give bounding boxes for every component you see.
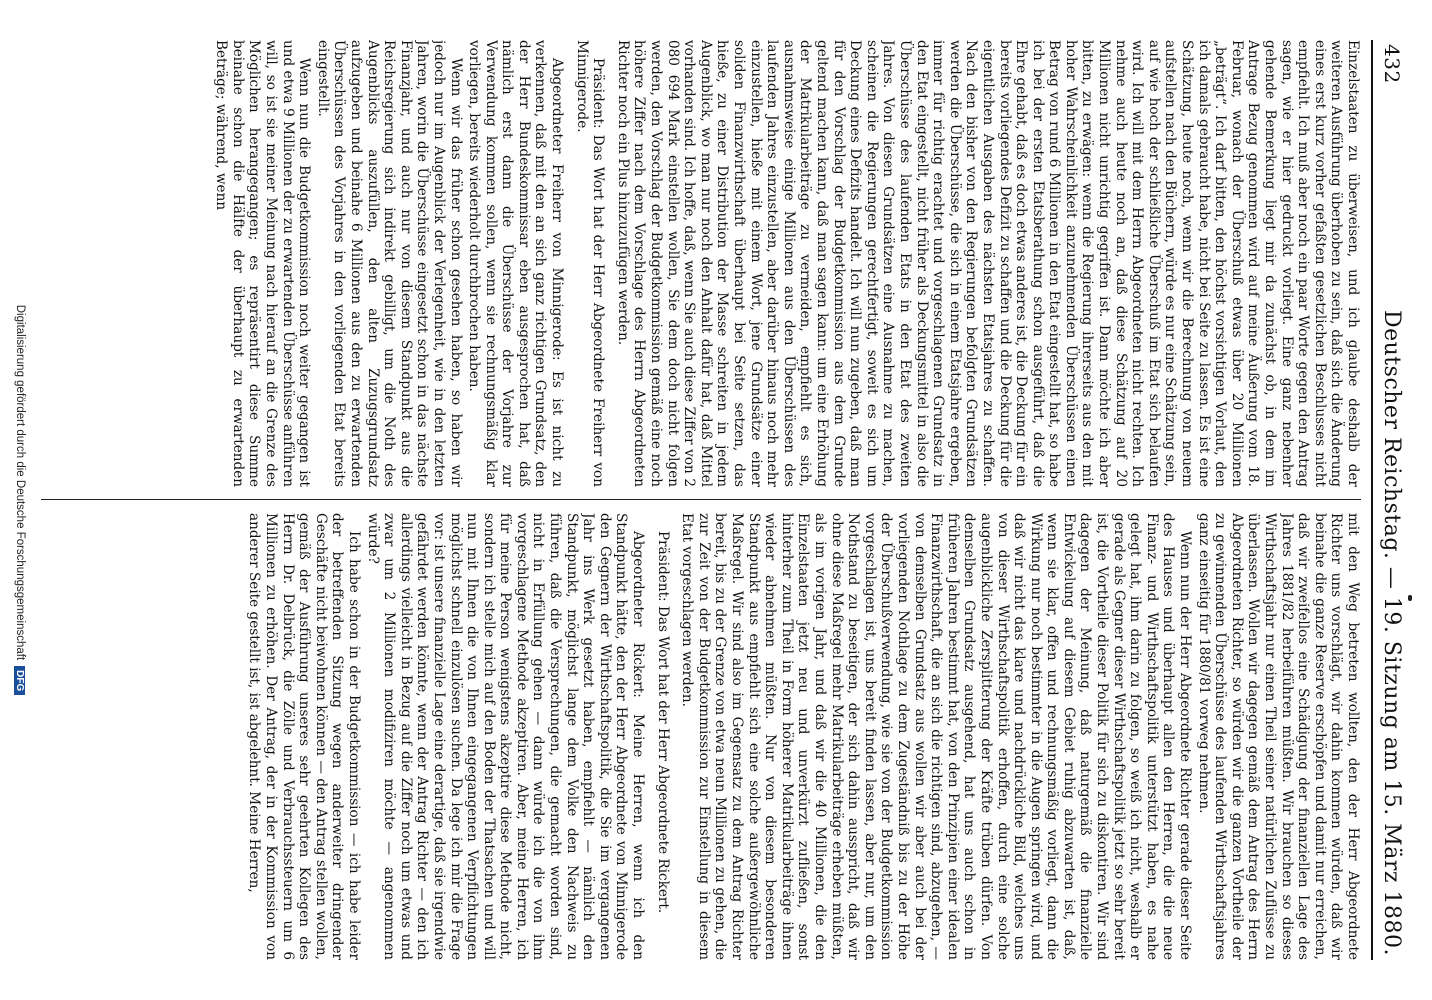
stamp-text: Digitalisierung gefördert durch die Deutsche Forschungsgemeinschaft — [14, 304, 26, 661]
paragraph: Wenn nun der Herr Abgeordnete Richter gerade dieser Seite des Hauses und überhaupt allen den Herren, die die neue Finanz- und Wirthschaftspolitik unterstützt haben, es nahe gelegt hat, ihm darin zu folgen, so weiß ich nicht, weshalb er gerade als Gegner dieser Wirthschaftspolitik jetzt so sehr bereit ist, die Vortheile dieser Politik für sich zu diskontiren. Wir sind dagegen der Meinung, daß naturgemäß die finanzielle Entwickelung auf diesem Gebiet ruhig abzuwarten ist, daß, wenn sie klar, offen und rechnungsmäßig vorliegt, dann die Wirkung nur noch bestimmter in die Augen springen wird, und daß wir nicht das klare und nachdrückliche Bild, welches uns von dieser Wirthschaftspolitik erhoffen, durch eine solche augenblickliche Zersplitterung der Kräfte trüben dürfen. Von demselben Grundsatz ausgehend, hat uns auch schon in früheren Jahren bestimmt hat, von den Prinzipien einer idealen Finanzwirthschaft, die an sich die richtigen sind, abzugehen, — von demselben Grundsatz aus wollen wir aber auch bei der vorliegenden Nothlage zu dem Zugeständniß bis zu der Höhe der Überschußverwendung, wie sie von der Budgetkommission vorgeschlagen ist, uns bereit finden lassen, aber nur, um den Nothstand zu beseitigen, der sich dahin ausspricht, daß wir ohne diese Maßregel mehr Matrikularbeiträge erheben müßten, als im vorigen Jahr, und daß wir die 40 Millionen, die den Einzelstaaten jetzt neu und unverkürzt zufließen, sonst hinterher zum Theil in Form höherer Matrikularbeiträge ihnen wieder abnehmen müßten. Nur von diesem besonderen Standpunkt aus empfiehlt sich eine solche außergewöhnliche Maßregel. Wir sind also im Gegensatz zu dem Antrag Richter bereit, bis zu der Grenze von etwa neun Millionen zu gehen, die zur Zeit von der Budgetkommission zur Einstellung in diesem Etat vorgeschlagen werden. — [679, 513, 1194, 960]
running-title: Deutscher Reichstag. — 19. Sitzung am 15. März 1880. — [1379, 309, 1404, 956]
page-number: 432 — [1380, 44, 1404, 84]
document-page — [14, 0, 1432, 1000]
digitization-stamp — [14, 0, 26, 1000]
right-column — [41, 513, 1361, 960]
paragraph: Ich habe schon in der Budgetkommission — ich habe leider der betreffenden Sitzung wegen anderweiter dringender Geschäfte nicht beiwohnen können — den Antrag stellen wollen, gemäß der Ausführung unseres sehr geehrten Kollegen des Herrn Dr. Delbrück, die Zölle und Verbrauchssteuern um 6 Millionen zu erhöhen. Der Antrag, der in der Kommission von anderer Seite gestellt ist, ist abgelehnt. Meine Herren, — [246, 513, 362, 960]
dfg-logo: DFG — [14, 666, 25, 695]
paragraph: Abgeordneter Freiherr von Minnigerode: Es ist nicht zu verkennen, daß mit den an sich ganz richtigen Grundsatz, den der Herr Bundeskommissar eben ausgesprochen hat, daß nämlich erst dann die Überschüsse der Vorjahre zur Verwendung kommen sollen, wenn sie rechnungsmäßig klar vorliegen, bereits wiederholt durchbrochen haben. — [466, 40, 566, 487]
paragraph: Abgeordneter Rickert: Meine Herren, wenn ich den Standpunkt hätte, den der Herr Abgeordnete von Minnigerode den Gegnern der Wirthschaftspolitik, die Sie im vergangenen Jahr ins Werk gesetzt haben, empfiehlt — nämlich den Standpunkt, möglichst lange dem Volke den Nachweis zu führen, daß die Versprechungen, die gemacht worden sind, nicht in Erfüllung gehen — dann würde ich die von ihm vorgeschlagene Methode akzeptiren. Aber, meine Herren, ich für meine Person wenigstens akzeptire diese Methode nicht, sondern ich stelle mich auf den Boden der Thatsachen und will nun mit Ihnen die von Ihnen eingegangenen Verpflichtungen möglichst schnell einzulösen suchen. Da lege ich mir die Frage vor: ist unsere finanzielle Lage eine derartige, daß sie irgendwie gefährdet werden könnte, wenn der Antrag Richter — den ich allerdings vielleicht in Bezug auf die Ziffer noch um etwas und zwar um 2 Millionen modifiziren möchte — angenommen würde? — [364, 513, 647, 960]
paragraph: Wenn nun die Budgetkommission noch weiter gegangen ist und etwa 9 Millionen der zu erwartenden Überschüsse anführen will, so ist sie meiner Meinung nach hierauf an die Grenze des Möglichen herangegangen; es repräsentirt diese Summe beinahe schon die Hälfte der überhaupt zu erwartenden Beträge; während, wenn — [213, 40, 313, 487]
paragraph: mit den Weg betreten wollten, den der Herr Abgeordnete Richter uns vorschlägt, wir dahin kommen würden, daß wir beinahe die ganze Reserve erschöpfen und damit nur erreichen, daß wir zweifellos eine Schädigung der finanziellen Lage des Jahres 1881/82 herbeiführen müßten. Wir brauchen so dieses Wirthschaftsjahr nur einen Theil seiner natürlichen Zuflüsse zu überlassen. Wollen wir dagegen gemäß dem Antrag des Herrn Abgeordneten Richter, so würden wir die ganzen Vortheile der zu gewinnenden Überschüsse des laufenden Wirthschaftsjahres ganz einseitig für 1880/81 vorweg nehmen. — [1195, 513, 1361, 960]
left-column — [41, 40, 1361, 487]
paragraph: Präsident: Das Wort hat der Herr Abgeordnete Freiherr von Minnigerode. — [573, 40, 607, 487]
column-divider — [41, 499, 1361, 500]
paragraph: Präsident: Das Wort hat der Herr Abgeordnete Rickert. — [654, 531, 671, 914]
scan-speck — [1408, 595, 1412, 601]
paragraph: Wenn wir das früher schon gesehen haben, so haben wir jedoch nur im Augenblick der Verlegenheit, wie in den letzten Jahren, worin die Überschüsse eingesetzt schon in das nächste Finanzjahr, und auch nur von diesem Standpunkt aus die Reichsregierung sich indirekt gebilligt, um die Noth des Augenblicks auszufüllen, den alten Zuzugsgrundsatz aufzugeben und beinahe 6 Millionen aus den zu erwartenden Überschüssen des Vorjahres in den vorliegenden Etat bereits eingestellt. — [314, 40, 464, 487]
header-rule — [1371, 40, 1373, 960]
page-header — [1373, 40, 1404, 960]
paragraph: Einzelstaaten zu überweisen, und ich glaube deshalb der weiteren Ausführung überhoben zu sein, daß sich die Änderung eines erst kurz vorher gefaßten gesetzlichen Beschlusses nicht empfiehlt. Ich muß aber noch ein paar Worte gegen den Antrag sagen, wie er hier gedruckt vorliegt. Eine ganz nebenher gehende Bemerkung liegt mir da zunächst ob, in dem im Antrage Bezug genommen wird auf meine Äußerung vom 18. Februar, wonach der Überschuß etwas über 20 Millionen „beträgt“. Ich darf bitten, den höchst vorsichtigen Vorlaut, den ich damals gebraucht habe, nicht bei Seite zu lassen. Es ist eine Schätzung, heute noch, wenn wir die Berechnung von neuem aufstellen nach den Büchern, würde es nur eine Schätzung sein, auf wie hoch der schließliche Überschuß im Etat sich belaufen wird. Ich will mit dem Herrn Abgeordneten nicht rechten. Ich nehme auch heute noch an, daß diese Schätzung auf 20 Millionen nicht unrichtig gegriffen ist. Dann möchte ich aber bitten, zu erwägen: wenn die Regierung ihrerseits aus den mit hoher Wahrscheinlichkeit anzunehmenden Überschüssen einen Betrag von rund 6 Millionen in den Etat eingestellt hat, so habe ich bei der ersten Etatsberathung schon ausgeführt, daß die Ehre gehabt, daß es doch etwas anderes ist, die Deckung für ein bereits vorliegendes Defizit zu schaffen und die Deckung für die eigentlichen Ausgaben des nächsten Etatsjahres zu schaffen. Nach den bisher von den Regierungen befolgten Grundsätzen werden die Überschüsse, die sich in einem Etatsjahre ergeben, immer für richtig erachtet und vorgeschlagenen Grundsatz in den Etat eingestellt, nicht früher als Deckungsmittel in also die Überschüsse des laufenden Etats in den Etat des zweiten Jahres. Von diesen Grundsätzen eine Ausnahme zu machen, scheinen die Regierungen gerechtfertigt, soweit es sich um Deckung eines Defizits handelt. Ich will nun zugeben, daß man für den Vorschlag der Budgetkommission aus dem Grunde geltend machen kann, daß man sagen kann: um eine Erhöhung der Matrikularbeiträge zu vermeiden, empfiehlt es sich, ausnahmsweise einige Millionen aus den Überschüssen des laufenden Jahres einzustellen, aber darüber hinaus noch mehr einzustellen, hieße mit einem Wort, jene Grundsätze einer soliden Finanzwirthschaft überhaupt bei Seite setzen, das hieße, zu einer Distribution der Masse schreiten in jedem Augenblick, wo man nur noch den Anhalt dafür hat, daß Mittel vorhanden sind. Ich hoffe, daß, wenn Sie auch diese Ziffer von 2 080 694 Mark einstellen wollen, Sie dem doch nicht folgen werden, den Vorschlag der Budgetkommission gemäß eine noch höhere Ziffer nach dem Vorschlage des Herrn Abgeordneten Richter noch ein Plus hinzuzufügen werden. — [614, 40, 1361, 487]
text-columns — [41, 40, 1361, 960]
